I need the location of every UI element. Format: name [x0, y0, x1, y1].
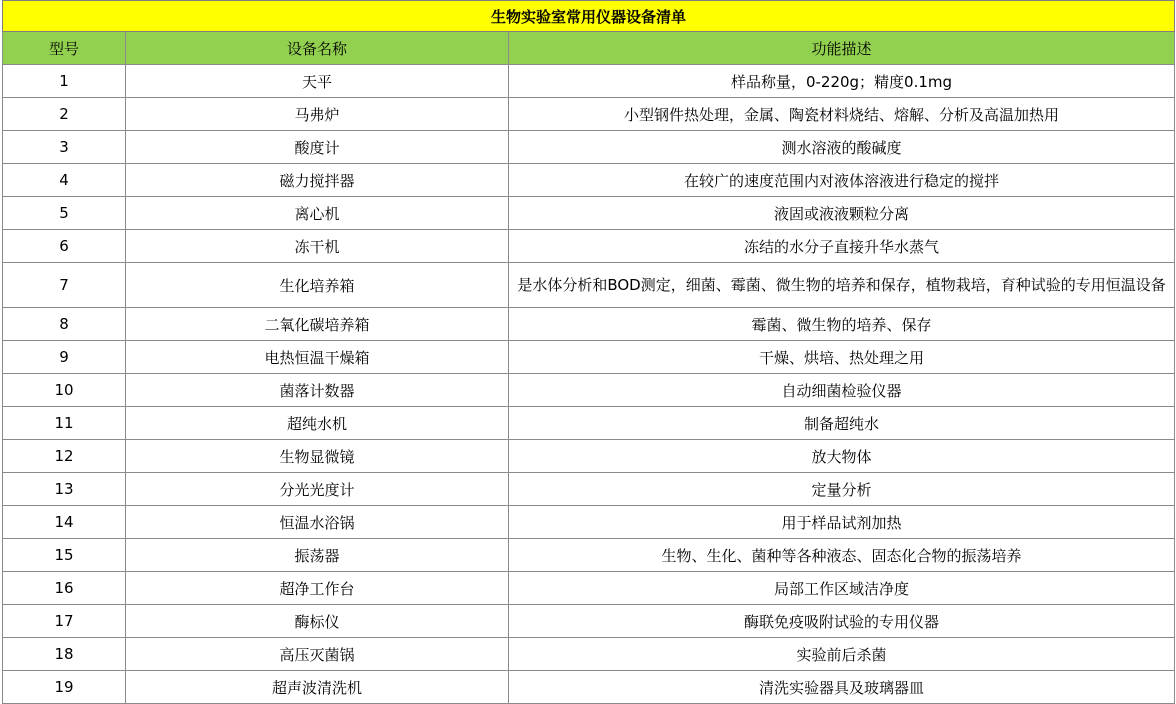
cell-model-no[interactable]: 1 [3, 65, 126, 98]
cell-model-no[interactable]: 2 [3, 98, 126, 131]
cell-function-description[interactable]: 冻结的水分子直接升华水蒸气 [509, 230, 1175, 263]
cell-function-description[interactable]: 霉菌、微生物的培养、保存 [509, 308, 1175, 341]
table-row [3, 506, 1175, 539]
cell-function-description[interactable]: 干燥、烘培、热处理之用 [509, 341, 1175, 374]
table-row [3, 407, 1175, 440]
cell-model-no[interactable]: 10 [3, 374, 126, 407]
table-row [3, 341, 1175, 374]
header-row [3, 32, 1175, 65]
cell-model-no[interactable]: 16 [3, 572, 126, 605]
table-row [3, 263, 1175, 308]
cell-model-no[interactable]: 17 [3, 605, 126, 638]
table-row [3, 230, 1175, 263]
cell-function-description[interactable]: 清洗实验器具及玻璃器皿 [509, 671, 1175, 704]
cell-function-description[interactable]: 放大物体 [509, 440, 1175, 473]
cell-model-no[interactable]: 3 [3, 131, 126, 164]
cell-equipment-name[interactable]: 磁力搅拌器 [126, 164, 509, 197]
cell-model-no[interactable]: 15 [3, 539, 126, 572]
cell-equipment-name[interactable]: 二氧化碳培养箱 [126, 308, 509, 341]
cell-equipment-name[interactable]: 振荡器 [126, 539, 509, 572]
cell-model-no[interactable]: 18 [3, 638, 126, 671]
table-row [3, 572, 1175, 605]
cell-equipment-name[interactable]: 酶标仪 [126, 605, 509, 638]
header-function-description[interactable]: 功能描述 [509, 32, 1175, 65]
cell-equipment-name[interactable]: 高压灭菌锅 [126, 638, 509, 671]
table-row [3, 308, 1175, 341]
cell-equipment-name[interactable]: 生物显微镜 [126, 440, 509, 473]
header-equipment-name[interactable]: 设备名称 [126, 32, 509, 65]
cell-equipment-name[interactable]: 恒温水浴锅 [126, 506, 509, 539]
table-body [3, 65, 1175, 704]
cell-equipment-name[interactable]: 天平 [126, 65, 509, 98]
table-row [3, 605, 1175, 638]
table-row [3, 374, 1175, 407]
cell-function-description[interactable]: 用于样品试剂加热 [509, 506, 1175, 539]
table-row [3, 65, 1175, 98]
cell-model-no[interactable]: 9 [3, 341, 126, 374]
cell-equipment-name[interactable]: 冻干机 [126, 230, 509, 263]
cell-model-no[interactable]: 7 [3, 263, 126, 308]
cell-function-description[interactable]: 样品称量，0-220g；精度0.1mg [509, 65, 1175, 98]
table-row [3, 164, 1175, 197]
cell-function-description[interactable]: 自动细菌检验仪器 [509, 374, 1175, 407]
cell-model-no[interactable]: 8 [3, 308, 126, 341]
cell-function-description[interactable]: 液固或液液颗粒分离 [509, 197, 1175, 230]
cell-function-description[interactable]: 实验前后杀菌 [509, 638, 1175, 671]
cell-model-no[interactable]: 6 [3, 230, 126, 263]
cell-function-description[interactable]: 制备超纯水 [509, 407, 1175, 440]
cell-equipment-name[interactable]: 超纯水机 [126, 407, 509, 440]
cell-function-description[interactable]: 小型钢件热处理，金属、陶瓷材料烧结、熔解、分析及高温加热用 [509, 98, 1175, 131]
cell-function-description[interactable]: 测水溶液的酸碱度 [509, 131, 1175, 164]
table-row [3, 131, 1175, 164]
cell-equipment-name[interactable]: 酸度计 [126, 131, 509, 164]
table-row [3, 98, 1175, 131]
cell-equipment-name[interactable]: 离心机 [126, 197, 509, 230]
cell-function-description[interactable]: 局部工作区域洁净度 [509, 572, 1175, 605]
cell-equipment-name[interactable]: 菌落计数器 [126, 374, 509, 407]
cell-function-description[interactable]: 是水体分析和BOD测定，细菌、霉菌、微生物的培养和保存，植物栽培，育种试验的专用恒温设备 [509, 263, 1175, 308]
cell-model-no[interactable]: 4 [3, 164, 126, 197]
cell-function-description[interactable]: 酶联免疫吸附试验的专用仪器 [509, 605, 1175, 638]
equipment-table [2, 0, 1175, 704]
title-row [3, 1, 1175, 32]
cell-function-description[interactable]: 定量分析 [509, 473, 1175, 506]
cell-model-no[interactable]: 12 [3, 440, 126, 473]
cell-model-no[interactable]: 11 [3, 407, 126, 440]
cell-function-description[interactable]: 生物、生化、菌种等各种液态、固态化合物的振荡培养 [509, 539, 1175, 572]
table-title[interactable]: 生物实验室常用仪器设备清单 [3, 1, 1175, 32]
table-row [3, 671, 1175, 704]
cell-equipment-name[interactable]: 电热恒温干燥箱 [126, 341, 509, 374]
cell-model-no[interactable]: 5 [3, 197, 126, 230]
cell-equipment-name[interactable]: 超声波清洗机 [126, 671, 509, 704]
cell-equipment-name[interactable]: 生化培养箱 [126, 263, 509, 308]
cell-function-description[interactable]: 在较广的速度范围内对液体溶液进行稳定的搅拌 [509, 164, 1175, 197]
cell-equipment-name[interactable]: 分光光度计 [126, 473, 509, 506]
cell-model-no[interactable]: 19 [3, 671, 126, 704]
header-model-no[interactable]: 型号 [3, 32, 126, 65]
table-row [3, 638, 1175, 671]
cell-model-no[interactable]: 13 [3, 473, 126, 506]
cell-equipment-name[interactable]: 超净工作台 [126, 572, 509, 605]
table-row [3, 197, 1175, 230]
table-row [3, 539, 1175, 572]
cell-model-no[interactable]: 14 [3, 506, 126, 539]
table-row [3, 440, 1175, 473]
table-row [3, 473, 1175, 506]
cell-equipment-name[interactable]: 马弗炉 [126, 98, 509, 131]
